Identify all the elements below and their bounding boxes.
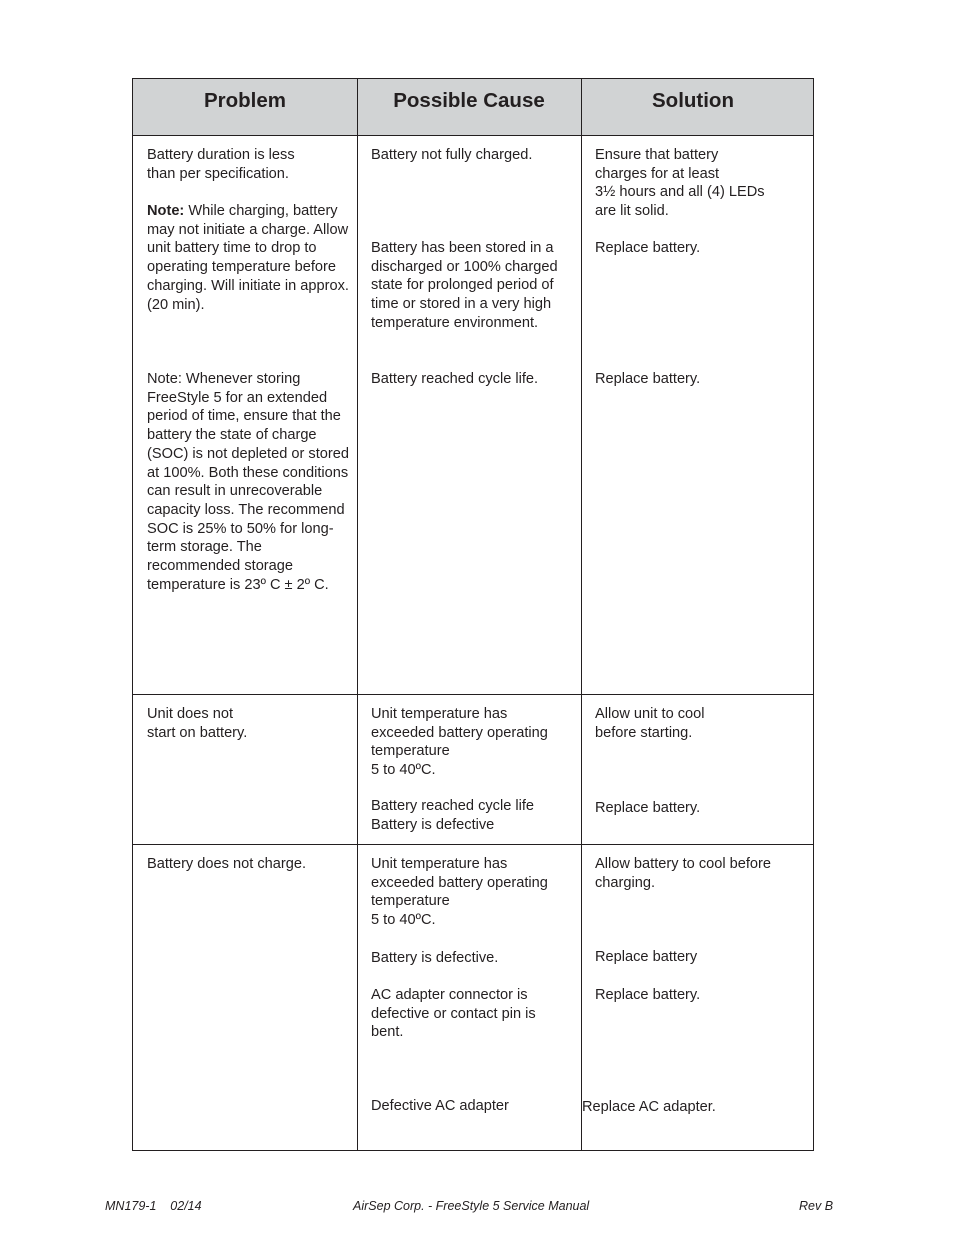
row1-cause-1: Battery not fully charged. — [371, 147, 533, 163]
row3-solution-2: Replace battery — [595, 949, 698, 965]
column-divider — [357, 79, 358, 1150]
header-solution: Solution — [652, 89, 734, 112]
header-problem: Problem — [203, 89, 287, 112]
row3-solution-3: Replace battery. — [595, 987, 701, 1003]
row1-problem-note — [147, 202, 353, 314]
row3-solution-4: Replace AC adapter. — [582, 1099, 716, 1115]
row3-cause-3: AC adapter connector is defective or contact pin is bent. — [371, 987, 536, 1041]
row3-solution-1: Allow battery to cool before charging. — [595, 856, 772, 891]
row3-problem-text: Battery does not charge. — [147, 856, 307, 872]
troubleshooting-table — [132, 78, 814, 1151]
row2-problem-text: Unit does not start on battery. — [147, 706, 248, 741]
header-possible-cause: Possible Cause — [393, 89, 545, 112]
row2-solution-1: Allow unit to cool before starting. — [595, 706, 705, 741]
row2-cause-2: Battery reached cycle life Battery is defective — [371, 798, 535, 833]
row2-solution-2: Replace battery. — [595, 800, 701, 816]
row1-problem-text: Battery duration is less than per specification. — [147, 147, 295, 182]
row1-cause-3: Battery reached cycle life. — [371, 371, 539, 387]
row3-cause-1: Unit temperature has exceeded battery operating temperature 5 to 40ºC. — [371, 856, 548, 929]
row3-cause-4: Defective AC adapter — [371, 1098, 509, 1114]
footer-doc-id: MN179-1 02/14 — [105, 1199, 202, 1213]
row1-cause-2: Battery has been stored in a discharged or 100% charged state for prolonged period of time or stored in a very high temperature environment. — [371, 240, 558, 331]
row1-solution-3: Replace battery. — [595, 371, 701, 387]
footer-title: AirSep Corp. - FreeStyle 5 Service Manual — [353, 1199, 590, 1213]
note-label: Note: — [147, 203, 185, 219]
row-divider — [133, 694, 813, 695]
row1-solution-1: Ensure that battery charges for at least 3½ hours and all (4) LEDs are lit solid. — [595, 147, 765, 220]
column-divider — [581, 79, 582, 1150]
row3-cause-2: Battery is defective. — [371, 950, 499, 966]
row1-problem-storage-note: Note: Whenever storing FreeStyle 5 for an extended period of time, ensure that the battery the state of charge (SOC) is not depleted or stored at 100%. Both these conditions can result in unrecoverable capacity loss. The recommend SOC is 25% to 50% for long-term storage. The recommended storage temperature is 23º C ± 2º C. — [147, 371, 349, 593]
header-divider — [133, 135, 813, 136]
footer-revision: Rev B — [799, 1199, 834, 1213]
row1-solution-2: Replace battery. — [595, 240, 701, 256]
row-divider — [133, 844, 813, 845]
note-text: While charging, battery may not initiate a charge. Allow unit battery time to drop to operating temperature before charging. Will initiate in approx. (20 min). — [147, 203, 349, 313]
row2-cause-1: Unit temperature has exceeded battery operating temperature 5 to 40ºC. — [371, 706, 548, 779]
